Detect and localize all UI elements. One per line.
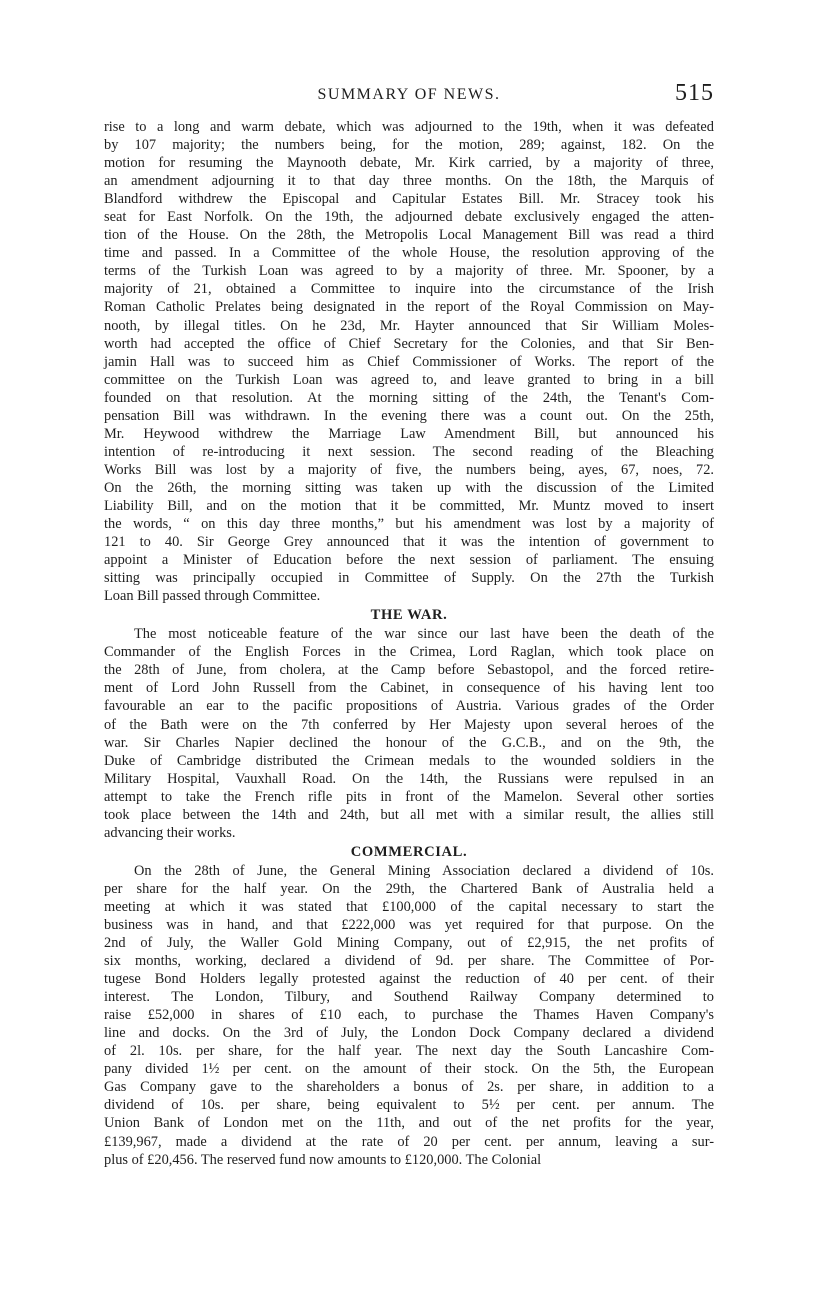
text-line: took place between the 14th and 24th, but all met with a similar result, the allies still (104, 806, 714, 823)
text-line: time and passed. In a Committee of the whole House, the resolution approving of the (104, 245, 714, 262)
commercial-heading: COMMERCIAL. (350, 843, 468, 860)
text-line: Roman Catholic Prelates being designated in the report of the Royal Commission on May- (104, 299, 714, 316)
page-number: 515 (675, 80, 714, 106)
text-line: intention of re-introducing it next session. The second reading of the Bleaching (104, 443, 714, 460)
text-line: founded on that resolution. At the morning sitting of the 24th, the Tenant's Com- (104, 389, 714, 406)
text-line: of 2l. 10s. per share, for the half year. The next day the South Lancashire Com- (104, 1043, 714, 1060)
text-line: Commander of the English Forces in the Crimea, Lord Raglan, which took place on (104, 644, 714, 661)
text-line: Duke of Cambridge distributed the Crimean medals to the wounded soldiers in the (104, 752, 714, 769)
text-line: Liability Bill, and on the motion that it be committed, Mr. Muntz moved to insert (104, 497, 714, 514)
text-line: Union Bank of London met on the 11th, and out of the net profits for the year, (104, 1115, 714, 1132)
text-line: The most noticeable feature of the war since our last have been the death of the (134, 626, 714, 643)
text-line: appoint a Minister of Education before the next session of parliament. The ensuing (104, 552, 714, 569)
text-line: Loan Bill passed through Committee. (104, 588, 321, 605)
running-title: SUMMARY OF NEWS. (317, 86, 501, 103)
text-line: tion of the House. On the 28th, the Metropolis Local Management Bill was read a third (104, 227, 714, 244)
text-line: the 28th of June, from cholera, at the Camp before Sebastopol, and the forced retire- (104, 662, 714, 679)
text-line: an amendment adjourning it to that day three months. On the 18th, the Marquis of (104, 173, 714, 190)
text-line: war. Sir Charles Napier declined the honour of the G.C.B., and on the 9th, the (104, 734, 714, 751)
text-line: Military Hospital, Vauxhall Road. On the 14th, the Russians were repulsed in an (104, 770, 714, 787)
text-line: pensation Bill was withdrawn. In the evening there was a count out. On the 25th, (104, 407, 714, 424)
running-header (104, 78, 714, 118)
text-line: six months, working, declared a dividend of 9d. per share. The Committee of Por- (104, 953, 714, 970)
parliament-paragraph (104, 118, 714, 605)
text-line: per share for the half year. On the 29th, the Chartered Bank of Australia held a (104, 880, 714, 897)
text-line: raise £52,000 in shares of £10 each, to purchase the Thames Haven Company's (104, 1007, 714, 1024)
text-line: attempt to take the French rifle pits in front of the Mamelon. Several other sorties (104, 788, 714, 805)
text-line: of the Bath were on the 7th conferred by Her Majesty upon several heroes of the (104, 716, 714, 733)
text-line: motion for resuming the Maynooth debate, Mr. Kirk carried, by a majority of three, (104, 155, 714, 172)
war-paragraph (104, 625, 714, 842)
text-line: plus of £20,456. The reserved fund now amounts to £120,000. The Colonial (104, 1151, 542, 1168)
text-line: advancing their works. (104, 824, 236, 841)
text-line: interest. The London, Tilbury, and Southend Railway Company determined to (104, 989, 714, 1006)
text-line: terms of the Turkish Loan was agreed to by a majority of three. Mr. Spooner, by a (104, 263, 714, 280)
text-line: £139,967, made a dividend at the rate of 20 per cent. per annum, leaving a sur- (104, 1133, 714, 1150)
text-line: sitting was principally occupied in Committee of Supply. On the 27th the Turkish (104, 570, 714, 587)
text-line: rise to a long and warm debate, which was adjourned to the 19th, when it was defeated (104, 119, 714, 135)
text-line: tugese Bond Holders legally protested against the reduction of 40 per cent. of their (104, 971, 714, 988)
text-line: worth had accepted the office of Chief Secretary for the Colonies, and that Sir Ben- (104, 335, 714, 352)
war-heading: THE WAR. (370, 607, 448, 624)
text-line: 121 to 40. Sir George Grey announced that it was the intention of government to (104, 534, 714, 551)
text-line: Blandford withdrew the Episcopal and Capitular Estates Bill. Mr. Stracey took his (104, 191, 714, 208)
text-line: nooth, by illegal titles. On he 23d, Mr. Hayter announced that Sir William Moles- (104, 317, 714, 334)
text-line: line and docks. On the 3rd of July, the London Dock Company declared a dividend (104, 1025, 714, 1042)
text-line: Works Bill was lost by a majority of five, the numbers being, ayes, 67, noes, 72. (104, 461, 714, 478)
text-line: business was in hand, and that £222,000 was yet required for that purpose. On the (104, 916, 714, 933)
text-line: pany divided 1½ per cent. on the amount of their stock. On the 5th, the European (104, 1061, 714, 1078)
text-line: the words, “ on this day three months,” but his amendment was lost by a majority of (104, 516, 714, 533)
text-line: favourable an ear to the pacific propositions of Austria. Various grades of the Order (104, 698, 714, 715)
text-line: Mr. Heywood withdrew the Marriage Law Amendment Bill, but announced his (104, 425, 714, 442)
text-line: 2nd of July, the Waller Gold Mining Company, out of £2,915, the net profits of (104, 935, 714, 952)
text-line: On the 28th of June, the General Mining Association declared a dividend of 10s. (134, 862, 714, 879)
text-line: by 107 majority; the numbers being, for the motion, 289; against, 182. On the (104, 137, 714, 154)
journal-page (104, 78, 714, 1169)
text-line: On the 26th, the morning sitting was taken up with the discussion of the Limited (104, 479, 714, 496)
text-line: seat for East Norfolk. On the 19th, the adjourned debate exclusively engaged the atten- (104, 209, 714, 226)
text-line: Gas Company gave to the shareholders a bonus of 2s. per share, in addition to a (104, 1079, 714, 1096)
text-line: meeting at which it was stated that £100,000 of the capital necessary to start the (104, 898, 714, 915)
commercial-paragraph (104, 862, 714, 1169)
text-line: ment of Lord John Russell from the Cabinet, in consequence of his having lent too (104, 680, 714, 697)
text-line: majority of 21, obtained a Committee to inquire into the circumstance of the Irish (104, 281, 714, 298)
text-line: dividend of 10s. per share, being equivalent to 5½ per cent. per annum. The (104, 1097, 714, 1114)
text-line: jamin Hall was to succeed him as Chief Commissioner of Works. The report of the (104, 353, 714, 370)
text-line: committee on the Turkish Loan was agreed to, and leave granted to bring in a bill (104, 371, 714, 388)
